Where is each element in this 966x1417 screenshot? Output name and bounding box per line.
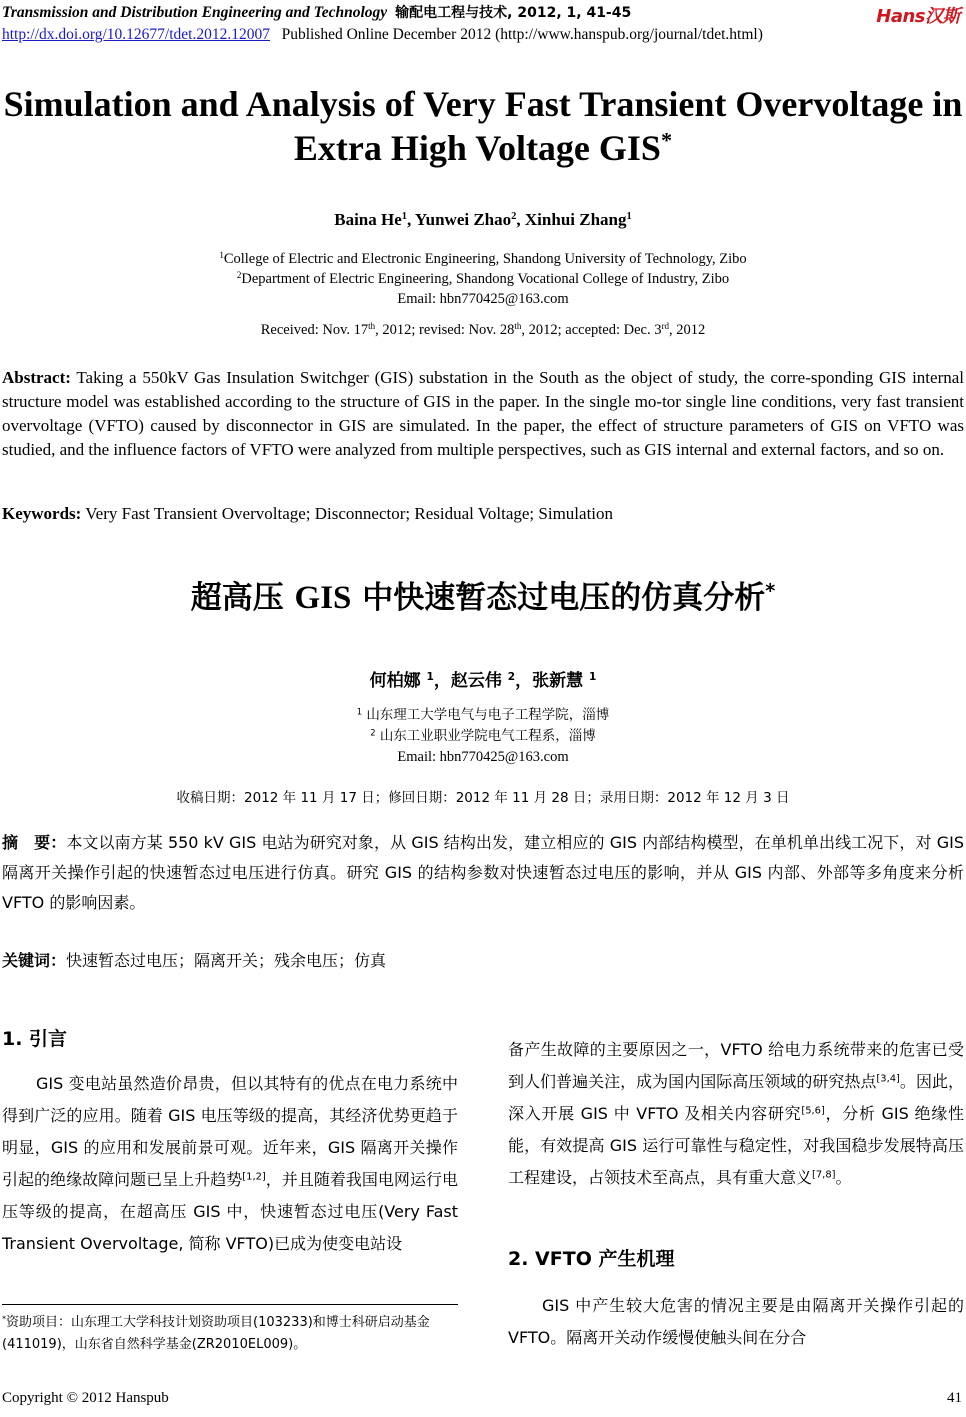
affiliations-cn — [0, 705, 966, 768]
journal-name-cn: 输配电工程与技术, 2012, 1, 41-45 — [395, 5, 632, 21]
affiliation-cn-2: $^2$ 山东工业职业学院电气工程系，淄博 — [370, 727, 596, 744]
journal-header — [2, 2, 631, 22]
received-dates: Received: Nov. 17th, 2012; revised: Nov. 28th, 2012; accepted: Dec. 3rd, 2012 — [260, 321, 706, 338]
keywords-label: Keywords: — [2, 504, 82, 523]
doi-line — [2, 26, 763, 44]
keywords-cn-label: 关键词： — [2, 951, 67, 970]
keywords — [2, 502, 964, 526]
citation-1-2[interactable]: [1,2] — [242, 1171, 266, 1183]
affiliation-1: $^1$College of Electric and Electronic Engineering, Shandong University of Technology, Zibo — [219, 250, 747, 267]
journal-name: Transmission and Distribution Engineering and Technology — [2, 4, 388, 21]
abstract-text: Taking a 550kV Gas Insulation Switchger (GIS) substation in the South as the object of study, the corre-sponding GIS internal structure model was established according to the structure of GIS in the paper. In the single mo-tor single line conditions, very fast transient overvoltage (VFTO) caused by disconnector in GIS are simulated. In the paper, the effect of structure parameters of GIS on VFTO was studied, and the influence factors of VFTO were analyzed from multiple perspectives, such as GIS internal and external factors, and so on. — [2, 368, 965, 459]
affiliation-2: $^2$Department of Electric Engineering, Shandong Vocational College of Industry, Zibo — [236, 270, 730, 287]
email: Email: hbn770425@163.com — [397, 291, 569, 307]
section-2-heading: 2. VFTO 产生机理 — [508, 1248, 675, 1270]
affiliation-cn-1: $^1$ 山东理工大学电气与电子工程学院，淄博 — [356, 706, 610, 723]
publisher-logo: Hans汉斯 — [876, 6, 960, 27]
email-cn: Email: hbn770425@163.com — [397, 749, 569, 765]
copyright: Copyright © 2012 Hanspub — [2, 1390, 169, 1406]
section-1-paragraph: GIS 变电站虽然造价昂贵，但以其特有的优点在电力系统中得到广泛的应用。随着 GIS 电压等级的提高，其经济优势更趋于明显，GIS 的应用和发展前景可观。近年来，GIS 隔离开关操作引起的绝缘故障问题已呈上升趋势[1,2]，并且随着我国电网运行电压等级的提高，在超高压 GIS 中，快速暂态过电压(Very Fast Transient Overvoltage, 简称 VFTO)已成为使变电站设 — [2, 1074, 458, 1253]
title-footnote-mark: * — [660, 127, 673, 153]
abstract-cn-label: 摘 要： — [2, 833, 67, 852]
page-number: 41 — [947, 1390, 962, 1406]
keywords-text: Very Fast Transient Overvoltage; Disconnector; Residual Voltage; Simulation — [85, 504, 614, 523]
paper-title-cn: 超高压 GIS 中快速暂态过电压的仿真分析* — [190, 579, 776, 616]
section-1-heading: 1. 引言 — [2, 1028, 68, 1050]
paper-title — [0, 82, 966, 170]
keywords-cn — [2, 946, 964, 976]
author-list: Baina He$^1$, Yunwei Zhao$^2$, Xinhui Zhang$^1$ — [334, 210, 632, 229]
citation-3-4[interactable]: [3,4] — [876, 1073, 900, 1085]
abstract-label: Abstract: — [2, 368, 71, 387]
citation-7-8[interactable]: [7,8] — [812, 1169, 836, 1181]
footnote-divider — [2, 1304, 458, 1305]
abstract — [2, 366, 964, 462]
author-list-cn: 何柏娜 $^1$，赵云伟 $^2$，张新慧 $^1$ — [369, 671, 597, 691]
published-info: Published Online December 2012 (http://www.hanspub.org/journal/tdet.html) — [281, 26, 763, 43]
citation-5-6[interactable]: [5,6] — [801, 1105, 825, 1117]
author-2: Yunwei Zhao — [414, 210, 512, 229]
author-3: Xinhui Zhang — [524, 210, 627, 229]
abstract-cn-text: 本文以南方某 550 kV GIS 电站为研究对象，从 GIS 结构出发，建立相应的 GIS 内部结构模型，在单机单出线工况下，对 GIS 隔离开关操作引起的快速暂态过电压进行仿真。研究 GIS 的结构参数对快速暂态过电压的影响，并从 GIS 内部、外部等多角度来分析 VFTO 的影响因素。 — [2, 833, 964, 912]
received-dates-cn: 收稿日期：2012 年 11 月 17 日；修回日期：2012 年 11 月 28 日；录用日期：2012 年 12 月 3 日 — [176, 790, 790, 806]
section-2-paragraph: GIS 中产生较大危害的情况主要是由隔离开关操作引起的 VFTO。隔离开关动作缓慢使触头间在分合 — [508, 1296, 964, 1347]
doi-link[interactable]: http://dx.doi.org/10.12677/tdet.2012.12007 — [2, 26, 270, 43]
keywords-cn-text: 快速暂态过电压；隔离开关；残余电压；仿真 — [66, 951, 387, 970]
paper-title-line2: Extra High Voltage GIS* — [293, 127, 673, 168]
author-1: Baina He — [334, 210, 402, 229]
right-column-paragraph: 备产生故障的主要原因之一，VFTO 给电力系统带来的危害已受到人们普遍关注，成为国内国际高压领域的研究热点[3,4]。因此，深入开展 GIS 中 VFTO 及相关内容研究[5,6]，分析 GIS 绝缘性能，有效提高 GIS 运行可靠性与稳定性，对我国稳步发展特高压工程建设，占领技术至高点，具有重大意义[7,8]。 — [508, 1040, 964, 1187]
abstract-cn — [2, 828, 964, 918]
affiliations — [0, 249, 966, 309]
footnote: *资助项目：山东理工大学科技计划资助项目(103233)和博士科研启动基金(411019)，山东省自然科学基金(ZR2010EL009)。 — [2, 1314, 430, 1352]
paper-title-line1: Simulation and Analysis of Very Fast Transient Overvoltage in — [3, 84, 963, 124]
